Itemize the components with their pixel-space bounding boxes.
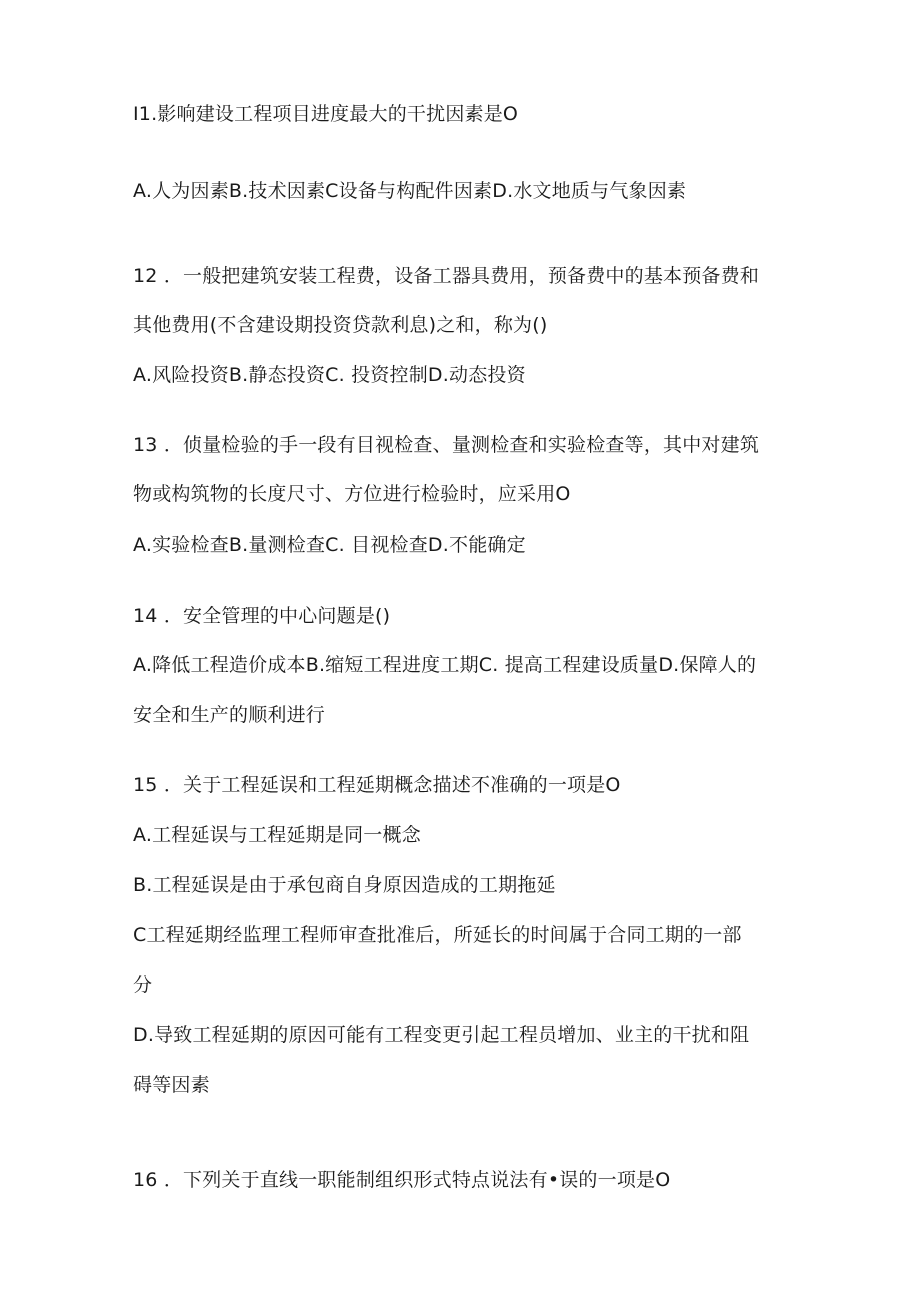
- question-14-options-line-1: A.降低工程造价成本B.缩短工程进度工期C. 提高工程建设质量D.保障人的: [133, 654, 757, 676]
- question-13-stem-line-2: 物或构筑物的长度尺寸、方位进行检验时，应采用O: [133, 483, 571, 505]
- question-11-stem: I1.影响建设工程项目进度最大的干扰因素是O: [133, 103, 519, 125]
- question-11-options: A.人为因素B.技术因素C设备与构配件因素D.水文地质与气象因素: [133, 180, 687, 202]
- question-12-stem-line-2: 其他费用(不含建设期投资贷款利息)之和，称为(): [133, 314, 548, 336]
- question-15-option-b: B.工程延误是由于承包商自身原因造成的工期拖延: [133, 874, 556, 896]
- question-12-stem-line-1: 12 ．一般把建筑安装工程费，设备工器具费用，预备费中的基本预备费和: [133, 265, 760, 287]
- question-14-stem: 14 ．安全管理的中心问题是(): [133, 605, 391, 627]
- question-16-stem: 16 ．下列关于直线一职能制组织形式特点说法有•误的一项是O: [133, 1169, 671, 1191]
- question-13-options: A.实验检查B.量测检查C. 目视检查D.不能确定: [133, 534, 526, 556]
- question-13-stem-line-1: 13 ．侦量检验的手一段有目视检查、量测检查和实验检查等，其中对建筑: [133, 434, 760, 456]
- question-14-options-line-2: 安全和生产的顺利进行: [133, 704, 326, 726]
- question-15-option-a: A.工程延误与工程延期是同一概念: [133, 824, 421, 846]
- question-15-option-d-line-1: D.导致工程延期的原因可能有工程变更引起工程员增加、业主的干扰和阻: [133, 1024, 750, 1046]
- question-15-option-c-line-1: C工程延期经监理工程师审查批准后，所延长的时间属于合同工期的一部: [133, 924, 742, 946]
- question-12-options: A.风险投资B.静态投资C. 投资控制D.动态投资: [133, 364, 526, 386]
- question-15-option-c-line-2: 分: [133, 974, 153, 996]
- question-15-option-d-line-2: 碍等因素: [133, 1074, 210, 1096]
- question-15-stem: 15 ．关于工程延误和工程延期概念描述不准确的一项是O: [133, 774, 621, 796]
